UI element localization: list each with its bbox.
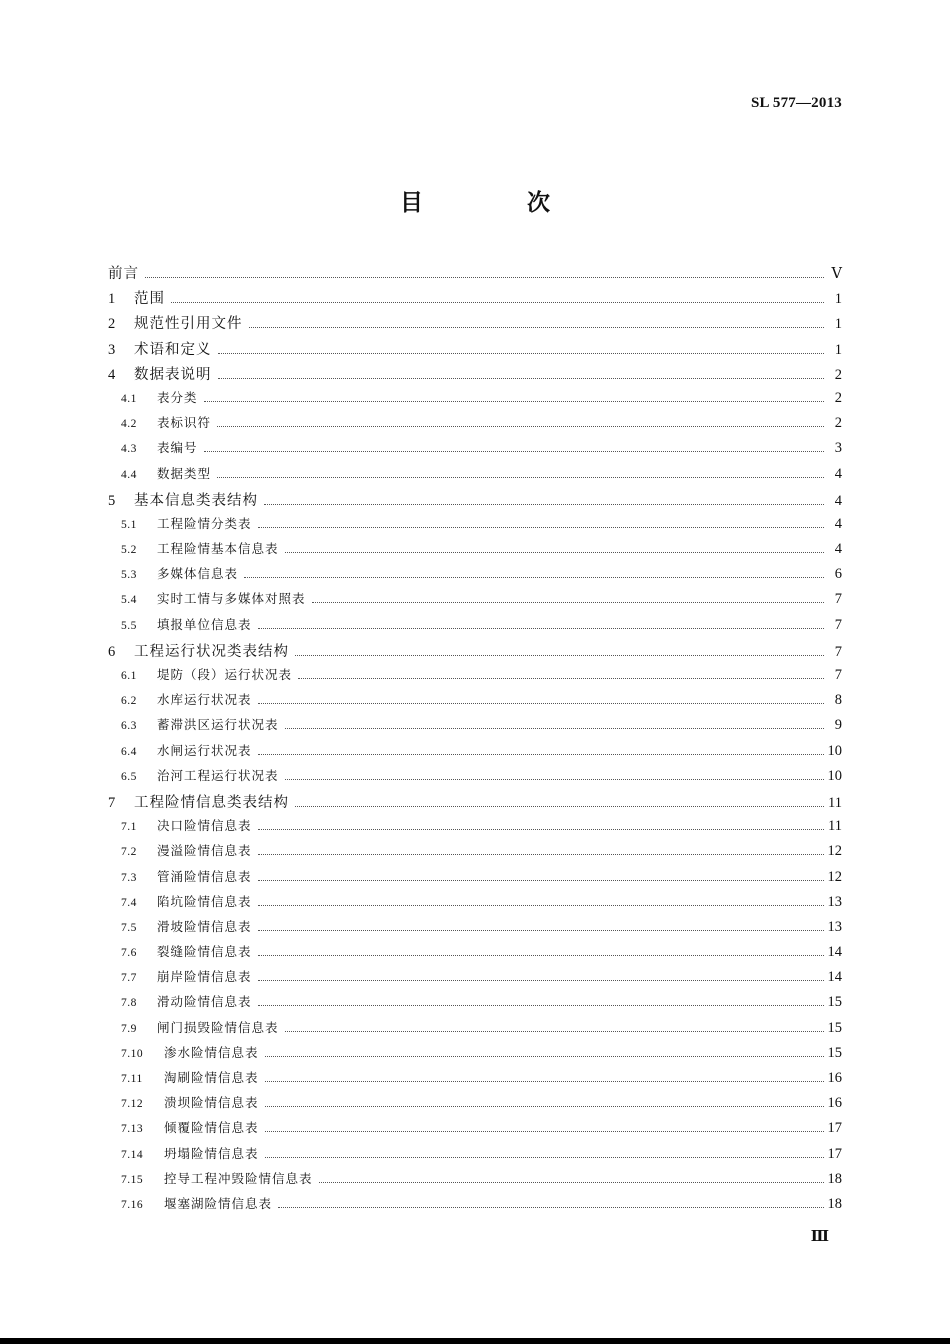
- toc-entry-number: 7.13: [121, 1123, 144, 1136]
- toc-entry-label: 表标识符: [157, 415, 212, 431]
- toc-entry-label: 多媒体信息表: [157, 566, 239, 582]
- toc-entry[interactable]: [108, 615, 842, 640]
- toc-entry[interactable]: [108, 1169, 842, 1194]
- toc-entry-label: 填报单位信息表: [157, 616, 252, 632]
- toc-dot-leader: [265, 1119, 824, 1133]
- toc-entry[interactable]: [108, 1118, 842, 1143]
- toc-entry-label: 水闸运行状况表: [157, 742, 252, 758]
- toc-entry[interactable]: [108, 640, 842, 665]
- toc-entry-label: 蓄滞洪区运行状况表: [157, 717, 279, 733]
- toc-dot-leader: [258, 615, 824, 629]
- toc-dot-leader: [217, 414, 824, 428]
- toc-dot-leader: [285, 716, 824, 730]
- toc-entry[interactable]: [108, 766, 842, 791]
- toc-dot-leader: [298, 666, 824, 680]
- toc-entry-number: 7.3: [121, 871, 137, 884]
- toc-entry[interactable]: [108, 867, 842, 892]
- toc-entry-number: 7.12: [121, 1098, 144, 1111]
- toc-entry-page: 9: [834, 717, 842, 734]
- toc-dot-leader: [258, 943, 824, 957]
- toc-entry-label: 决口险情信息表: [157, 818, 252, 834]
- toc-entry-number: 7.8: [121, 997, 137, 1010]
- toc-entry-label: 基本信息类表结构: [134, 492, 258, 509]
- toc-dot-leader: [171, 288, 824, 304]
- toc-entry-label: 工程运行状况类表结构: [134, 643, 289, 660]
- toc-entry-page: 8: [834, 692, 842, 709]
- toc-entry-number: 5.4: [121, 594, 137, 607]
- toc-entry-page: 6: [834, 566, 842, 583]
- toc-entry[interactable]: [108, 1144, 842, 1169]
- toc-entry-number: 7.4: [121, 896, 137, 909]
- toc-entry-label: 淘刷险情信息表: [164, 1070, 259, 1085]
- toc-entry[interactable]: [108, 1043, 842, 1068]
- toc-dot-leader: [258, 741, 824, 755]
- toc-dot-leader: [258, 917, 824, 931]
- toc-entry[interactable]: [108, 892, 842, 917]
- toc-dot-leader: [265, 1094, 824, 1108]
- toc-entry-page: Ⅴ: [831, 266, 842, 282]
- toc-dot-leader: [258, 842, 824, 856]
- toc-entry-page: 13: [827, 918, 842, 935]
- toc-dot-leader: [319, 1169, 824, 1183]
- toc-entry-page: 14: [827, 944, 842, 961]
- toc-entry-label: 数据类型: [157, 465, 212, 481]
- toc-dot-leader: [258, 892, 824, 906]
- toc-entry-label: 堤防（段）运行状况表: [157, 667, 293, 682]
- toc-entry-label: 坍塌险情信息表: [164, 1145, 259, 1161]
- toc-entry-number: 5.1: [121, 518, 137, 531]
- toc-entry-page: 4: [834, 541, 842, 558]
- toc-entry-label: 工程险情信息类表结构: [134, 794, 289, 811]
- toc-entry[interactable]: [108, 262, 842, 287]
- toc-entry-label: 溃坝险情信息表: [164, 1095, 259, 1111]
- toc-entry[interactable]: [108, 690, 842, 715]
- toc-entry-page: 3: [834, 440, 842, 457]
- toc-entry-label: 崩岸险情信息表: [157, 969, 252, 985]
- toc-dot-leader: [258, 817, 824, 831]
- toc-dot-leader: [204, 388, 824, 402]
- toc-entry[interactable]: [108, 992, 842, 1017]
- toc-entry-label: 表分类: [157, 389, 198, 405]
- toc-entry-number: 6.4: [121, 745, 137, 758]
- toc-entry-label: 数据表说明: [134, 366, 212, 383]
- toc-entry-page: 1: [834, 291, 842, 308]
- toc-entry-label: 陷坑险情信息表: [157, 893, 252, 909]
- toc-entry[interactable]: [108, 715, 842, 740]
- toc-entry-number: 2: [108, 316, 116, 333]
- toc-entry-label: 规范性引用文件: [134, 316, 243, 333]
- toc-entry-number: 5.5: [121, 619, 137, 632]
- toc-dot-leader: [218, 338, 825, 354]
- toc-entry[interactable]: [108, 1194, 842, 1219]
- toc-entry-label: 裂缝险情信息表: [157, 944, 252, 960]
- toc-entry-page: 13: [827, 893, 842, 910]
- toc-entry-number: 4: [108, 366, 116, 383]
- toc-entry[interactable]: [108, 413, 842, 438]
- toc-entry[interactable]: [108, 464, 842, 489]
- toc-dot-leader: [264, 489, 824, 505]
- toc-entry-page: 11: [828, 818, 842, 835]
- toc-entry-page: 11: [828, 794, 842, 811]
- toc-entry-label: 工程险情基本信息表: [157, 541, 279, 557]
- toc-entry-label: 滑坡险情信息表: [157, 918, 252, 934]
- toc-entry-number: 7.7: [121, 972, 137, 985]
- toc-entry-label: 管涌险情信息表: [157, 868, 252, 884]
- toc-entry-page: 7: [834, 591, 842, 608]
- toc-entry[interactable]: [108, 816, 842, 841]
- toc-entry-number: 5: [108, 492, 116, 509]
- toc-entry-page: 10: [827, 742, 842, 759]
- toc-entry-page: 2: [834, 389, 842, 406]
- toc-entry[interactable]: [108, 564, 842, 589]
- toc-entry-label: 闸门损毁险情信息表: [157, 1019, 279, 1035]
- toc-entry-label: 前言: [108, 266, 139, 282]
- toc-entry-number: 5.2: [121, 544, 137, 557]
- toc-entry-number: 4.4: [121, 468, 137, 481]
- toc-dot-leader: [265, 1144, 824, 1158]
- toc-dot-leader: [258, 514, 824, 528]
- toc-dot-leader: [295, 791, 824, 807]
- toc-dot-leader: [258, 867, 824, 881]
- toc-entry-label: 倾覆险情信息表: [164, 1120, 259, 1136]
- page-number: Ⅲ: [810, 1229, 829, 1245]
- toc-entry[interactable]: [108, 1018, 842, 1043]
- toc-entry[interactable]: [108, 741, 842, 766]
- toc-entry[interactable]: [108, 539, 842, 564]
- toc-entry[interactable]: [108, 917, 842, 942]
- toc-entry-number: 7.9: [121, 1022, 137, 1035]
- toc-entry-label: 表编号: [157, 440, 198, 456]
- toc-entry-number: 3: [108, 341, 116, 358]
- toc-entry-page: 14: [827, 969, 842, 986]
- toc-dot-leader: [295, 640, 824, 656]
- toc-dot-leader: [312, 590, 824, 604]
- toc-entry-number: 6.2: [121, 695, 137, 708]
- toc-entry-page: 16: [827, 1095, 842, 1112]
- toc-entry-page: 4: [834, 465, 842, 482]
- toc-entry-number: 6.1: [121, 670, 137, 682]
- toc-entry-number: 4.3: [121, 443, 137, 456]
- toc-entry-label: 漫溢险情信息表: [157, 843, 252, 859]
- toc-entry-number: 7.10: [121, 1047, 144, 1060]
- toc-dot-leader: [258, 968, 824, 982]
- toc-dot-leader: [145, 263, 824, 279]
- toc-entry[interactable]: [108, 287, 842, 312]
- toc-entry[interactable]: [108, 438, 842, 463]
- toc-entry-number: 7.14: [121, 1148, 144, 1161]
- toc-entry-page: 15: [827, 1044, 842, 1061]
- toc-entry[interactable]: [108, 841, 842, 866]
- toc-entry[interactable]: [108, 338, 842, 363]
- toc-entry[interactable]: [108, 514, 842, 539]
- toc-entry-number: 7.2: [121, 846, 137, 859]
- toc-entry-label: 治河工程运行状况表: [157, 767, 279, 783]
- toc-entry-label: 滑动险情信息表: [157, 994, 252, 1010]
- toc-entry-label: 堰塞湖险情信息表: [164, 1195, 273, 1211]
- toc-entry-number: 1: [108, 291, 116, 308]
- toc-entry-page: 1: [834, 316, 842, 333]
- toc-entry-number: 7.1: [121, 821, 137, 834]
- toc-entry-page: 17: [827, 1145, 842, 1162]
- toc-entry[interactable]: [108, 388, 842, 413]
- toc-entry-page: 17: [827, 1120, 842, 1137]
- toc-entry-page: 15: [827, 1019, 842, 1036]
- toc-dot-leader: [285, 766, 824, 780]
- document-code: SL 577—2013: [751, 95, 842, 111]
- toc-entry-number: 7.6: [121, 947, 137, 960]
- toc-dot-leader: [285, 1018, 824, 1032]
- toc-dot-leader: [258, 993, 824, 1007]
- toc-dot-leader: [285, 540, 824, 554]
- toc-entry[interactable]: [108, 489, 842, 514]
- toc-entry-page: 10: [827, 767, 842, 784]
- toc-entry-number: 6: [108, 643, 116, 660]
- page-title: 目 次: [399, 190, 598, 216]
- toc-entry[interactable]: [108, 363, 842, 388]
- toc-entry[interactable]: [108, 665, 842, 690]
- toc-dot-leader: [244, 565, 824, 579]
- toc-entry[interactable]: [108, 1068, 842, 1093]
- toc-entry-page: 4: [834, 515, 842, 532]
- toc-entry-number: 7.15: [121, 1173, 144, 1186]
- toc-entry-page: 4: [834, 492, 842, 509]
- toc-entry[interactable]: [108, 967, 842, 992]
- toc-dot-leader: [249, 313, 825, 329]
- toc-entry-number: 6.5: [121, 770, 137, 783]
- toc-entry-label: 工程险情分类表: [157, 515, 252, 531]
- toc-entry-label: 范围: [134, 291, 165, 308]
- toc-dot-leader: [265, 1069, 824, 1083]
- toc-entry-page: 12: [827, 843, 842, 860]
- toc-entry-page: 15: [827, 994, 842, 1011]
- toc-entry-number: 6.3: [121, 720, 137, 733]
- toc-entry-label: 控导工程冲毁险情信息表: [164, 1170, 313, 1186]
- toc-dot-leader: [278, 1194, 823, 1208]
- toc-entry[interactable]: [108, 312, 842, 337]
- toc-entry-page: 16: [827, 1070, 842, 1086]
- toc-entry-page: 12: [827, 868, 842, 885]
- toc-dot-leader: [218, 363, 825, 379]
- toc-entry-page: 18: [827, 1170, 842, 1187]
- toc-entry-label: 渗水险情信息表: [164, 1044, 259, 1060]
- toc-entry[interactable]: [108, 791, 842, 816]
- toc-dot-leader: [204, 439, 824, 453]
- toc-entry-page: 7: [834, 616, 842, 633]
- toc-entry-page: 1: [834, 341, 842, 358]
- toc-entry-number: 5.3: [121, 569, 137, 582]
- toc-entry-number: 4.2: [121, 418, 137, 431]
- toc-entry-page: 7: [834, 643, 842, 660]
- toc-entry-number: 7.5: [121, 921, 137, 934]
- table-of-contents: [108, 262, 842, 1219]
- toc-dot-leader: [258, 691, 824, 705]
- toc-entry[interactable]: [108, 589, 842, 614]
- toc-entry-number: 4.1: [121, 392, 137, 405]
- toc-entry-label: 术语和定义: [134, 341, 212, 358]
- toc-entry-page: 2: [834, 366, 842, 383]
- toc-entry-page: 18: [827, 1195, 842, 1212]
- toc-dot-leader: [265, 1043, 824, 1057]
- toc-entry[interactable]: [108, 942, 842, 967]
- toc-entry-page: 2: [834, 415, 842, 432]
- toc-entry-number: 7: [108, 794, 116, 811]
- toc-dot-leader: [217, 464, 824, 478]
- bottom-border: [0, 1338, 950, 1344]
- toc-entry-label: 实时工情与多媒体对照表: [157, 591, 306, 607]
- toc-entry-page: 7: [834, 667, 842, 683]
- toc-entry-number: 7.16: [121, 1198, 144, 1211]
- toc-entry[interactable]: [108, 1093, 842, 1118]
- toc-entry-label: 水库运行状况表: [157, 692, 252, 708]
- toc-entry-number: 7.11: [121, 1073, 143, 1085]
